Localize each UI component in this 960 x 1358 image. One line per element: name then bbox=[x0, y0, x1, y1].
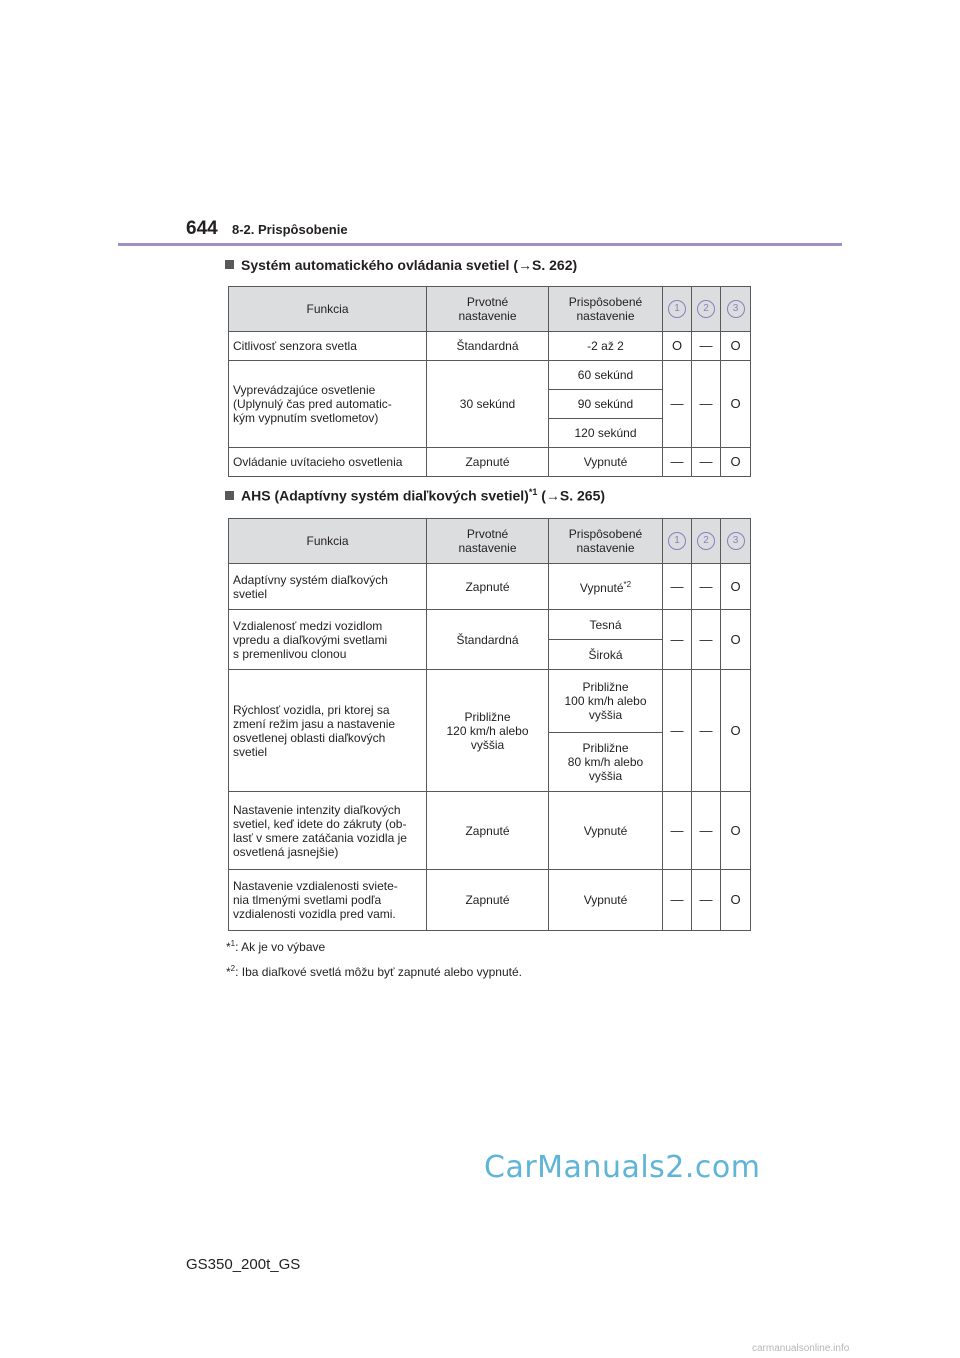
col-method-3 bbox=[721, 287, 751, 332]
number-2-icon: 2 bbox=[697, 300, 715, 318]
table-row: Nastavenie intenzity diaľkových svetiel, keď idete do zákruty (ob- lasť v smere zatáčania vozidla je osvetlená jasnejšie) Zapnuté Vypnuté — — O bbox=[229, 792, 751, 870]
col-method-2 bbox=[692, 287, 721, 332]
document-code: GS350_200t_GS bbox=[186, 1256, 301, 1273]
bullet-square-icon bbox=[225, 260, 234, 269]
arrow-icon: → bbox=[545, 487, 560, 504]
col-custom: Prispôsobené nastavenie bbox=[549, 287, 663, 332]
col-method-1 bbox=[663, 519, 692, 564]
section1-heading: Systém automatického ovládania svetiel (→S. 262) bbox=[225, 257, 577, 273]
col-default: Prvotné nastavenie bbox=[427, 519, 549, 564]
table-row: Ovládanie uvítacieho osvetlenia Zapnuté Vypnuté — — O bbox=[229, 448, 751, 477]
watermark-logo: CarManuals2.com bbox=[484, 1150, 761, 1185]
number-3-icon: 3 bbox=[727, 300, 745, 318]
section2-heading: AHS (Adaptívny systém diaľkových svetiel)$^{*1}$ (→S. 265) bbox=[225, 487, 605, 504]
table-row: Nastavenie vzdialenosti sviete- nia tlmenými svetlami podľa vzdialenosti vozidla pred vami. Zapnuté Vypnuté — — O bbox=[229, 870, 751, 931]
page-number: 644 bbox=[186, 218, 218, 239]
table-row: Adaptívny systém diaľkových svetiel Zapnuté Vypnuté$^{*2}$ — — O bbox=[229, 564, 751, 610]
table-row: Rýchlosť vozidla, pri ktorej sa zmení režim jasu a nastavenie osvetlenej oblasti diaľkových svetiel Približne 120 km/h alebo vyššia Približne 100 km/h alebo vyššia — — O bbox=[229, 670, 751, 733]
table-row: Vzdialenosť medzi vozidlom vpredu a diaľkovými svetlami s premenlivou clonou Štandardná Tesná — — O bbox=[229, 610, 751, 640]
section-title: 8-2. Prispôsobenie bbox=[232, 222, 348, 237]
bullet-square-icon bbox=[225, 491, 234, 500]
footnote-ref: *2 bbox=[623, 580, 632, 589]
col-function: Funkcia bbox=[229, 519, 427, 564]
col-method-1 bbox=[663, 287, 692, 332]
footnote-2: *$^2$: Iba diaľkové svetlá môžu byť zapnuté alebo vypnuté. bbox=[226, 964, 522, 979]
header-rule bbox=[118, 243, 842, 246]
number-2-icon: 2 bbox=[697, 532, 715, 550]
number-1-icon: 1 bbox=[668, 300, 686, 318]
number-1-icon: 1 bbox=[668, 532, 686, 550]
page-ref-link[interactable]: S. 265) bbox=[559, 487, 606, 504]
footnote-ref: *1 bbox=[528, 487, 538, 497]
footnote-1: *$^1$: Ak je vo výbave bbox=[226, 939, 326, 954]
col-function: Funkcia bbox=[229, 287, 427, 332]
ahs-table: Funkcia Prvotné nastavenie Prispôsobené nastavenie 1 2 3 Adaptívny systém diaľkových svetiel Zapnuté Vypnuté$^{*2}$ — — O Vzdialenosť medzi vozidlom vpredu a diaľkovými svetlami s premenlivou clonou Štandardná Tesná — — O Široká Rýchlosť vozidla, pri ktorej sa zmení režim jasu a nastavenie osvetlenej oblasti diaľkových svetiel Približne 120 km/h alebo vyššia Približne 100 km/h alebo vyššia — — O Približne 80 km/h alebo vyššia Nastavenie intenzity diaľkových svetiel, keď idete do zákruty (ob- lasť v smere zatáčania vozidla je osvetlená jasnejšie) Zapnuté Vypnuté — — O Nastavenie vzdialenosti sviete- nia tlmenými svetlami podľa vzdialenosti vozidla pred vami. Zapnuté Vypnuté — — O bbox=[228, 518, 751, 931]
light-control-table: Funkcia Prvotné nastavenie Prispôsobené nastavenie 1 2 3 Citlivosť senzora svetla Štandardná -2 až 2 O — O Vyprevádzajúce osvetlenie (Uplynulý čas pred automatic- kým vypnutím svetlometov) 30 sekúnd 60 sekúnd — — O 90 sekúnd 120 sekúnd Ovládanie uvítacieho osvetlenia Zapnuté Vypnuté — — O bbox=[228, 286, 751, 477]
number-3-icon: 3 bbox=[727, 532, 745, 550]
site-watermark: carmanualsonline.info bbox=[752, 1343, 850, 1354]
page-ref-link[interactable]: S. 262) bbox=[532, 257, 578, 273]
col-method-3 bbox=[721, 519, 751, 564]
col-default: Prvotné nastavenie bbox=[427, 287, 549, 332]
arrow-icon: → bbox=[518, 257, 532, 273]
table-row: Vyprevádzajúce osvetlenie (Uplynulý čas pred automatic- kým vypnutím svetlometov) 30 sekúnd 60 sekúnd — — O bbox=[229, 361, 751, 390]
table-row: Citlivosť senzora svetla Štandardná -2 až 2 O — O bbox=[229, 332, 751, 361]
col-method-2 bbox=[692, 519, 721, 564]
col-custom: Prispôsobené nastavenie bbox=[549, 519, 663, 564]
